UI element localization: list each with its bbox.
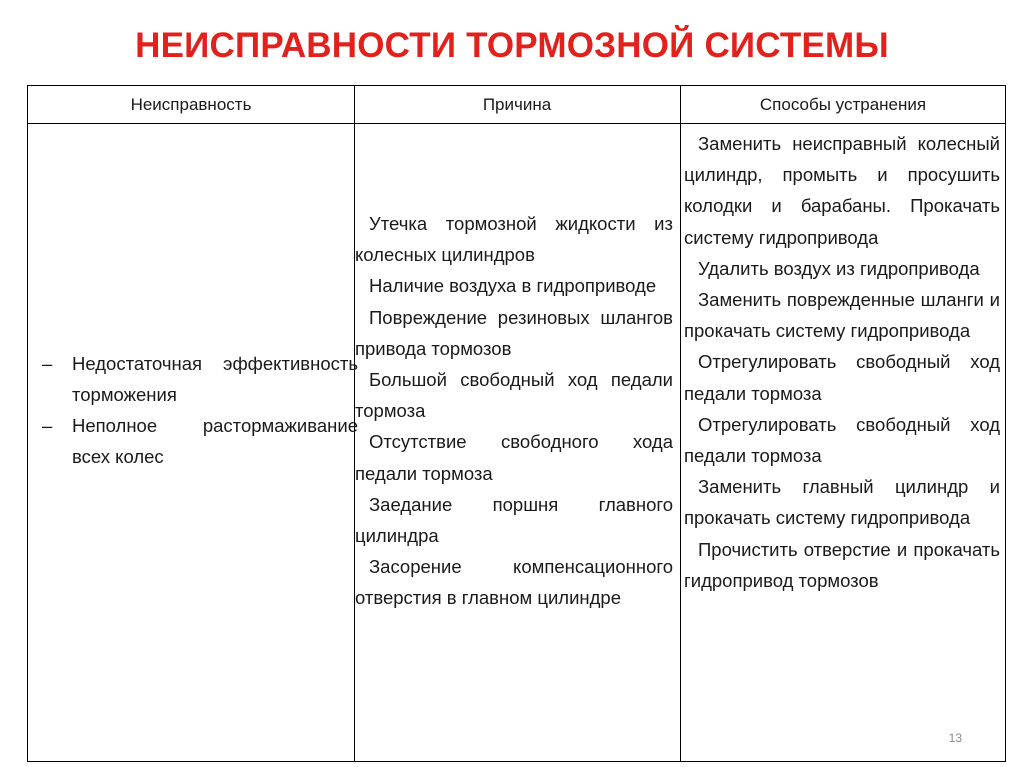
- malfunctions-table: [27, 85, 1006, 762]
- remedy-item: Заменить главный цилиндр и прокачать систему гидропривода: [684, 476, 1000, 529]
- cause-item: Большой свободный ход педали тормоза: [355, 369, 673, 422]
- page-number: 13: [948, 731, 962, 745]
- list-item: [42, 348, 358, 410]
- remedy-item: Заменить поврежденные шланги и прокачать систему гидропривода: [684, 289, 1000, 342]
- cause-item: Утечка тормозной жидкости из колесных цилиндров: [355, 213, 673, 266]
- dash-bullet: –: [42, 353, 53, 374]
- header-remedies: Способы устранения: [759, 95, 927, 114]
- remedy-item: Отрегулировать свободный ход педали тормоза: [684, 351, 1000, 404]
- remedy-item: Заменить неисправный колесный цилиндр, промыть и просушить колодки и барабаны. Прокачать систему гидропривода: [684, 133, 1000, 248]
- column-divider: [680, 86, 681, 761]
- malfunction-text: Неполное растормаживание всех колес: [72, 415, 358, 467]
- cause-item: Повреждение резиновых шлангов привода тормозов: [355, 306, 673, 359]
- cause-item: Наличие воздуха в гидроприводе: [369, 275, 657, 297]
- remedy-list: [684, 128, 1000, 596]
- cause-item: Отсутствие свободного хода педали тормоза: [355, 431, 673, 484]
- malfunction-text: Недостаточная эффективность торможения: [72, 353, 358, 405]
- cause-list: [355, 208, 673, 614]
- dash-bullet: –: [42, 415, 53, 436]
- header-malfunction: Неисправность: [130, 95, 252, 114]
- slide-title: НЕИСПРАВНОСТИ ТОРМОЗНОЙ СИСТЕМЫ: [135, 26, 889, 65]
- cause-item: Заедание поршня главного цилиндра: [355, 493, 673, 547]
- remedy-item: Отрегулировать свободный ход педали тормоза: [684, 413, 1000, 467]
- remedy-item: Удалить воздух из гидропривода: [698, 257, 980, 279]
- header-divider: [28, 123, 1005, 124]
- malfunction-list: [42, 348, 358, 472]
- cause-item: Засорение компенсационного отверстия в главном цилиндре: [355, 556, 673, 609]
- list-item: [42, 410, 358, 472]
- remedy-item: Прочистить отверстие и прокачать гидропривод тормозов: [684, 538, 1000, 591]
- header-cause: Причина: [482, 95, 552, 114]
